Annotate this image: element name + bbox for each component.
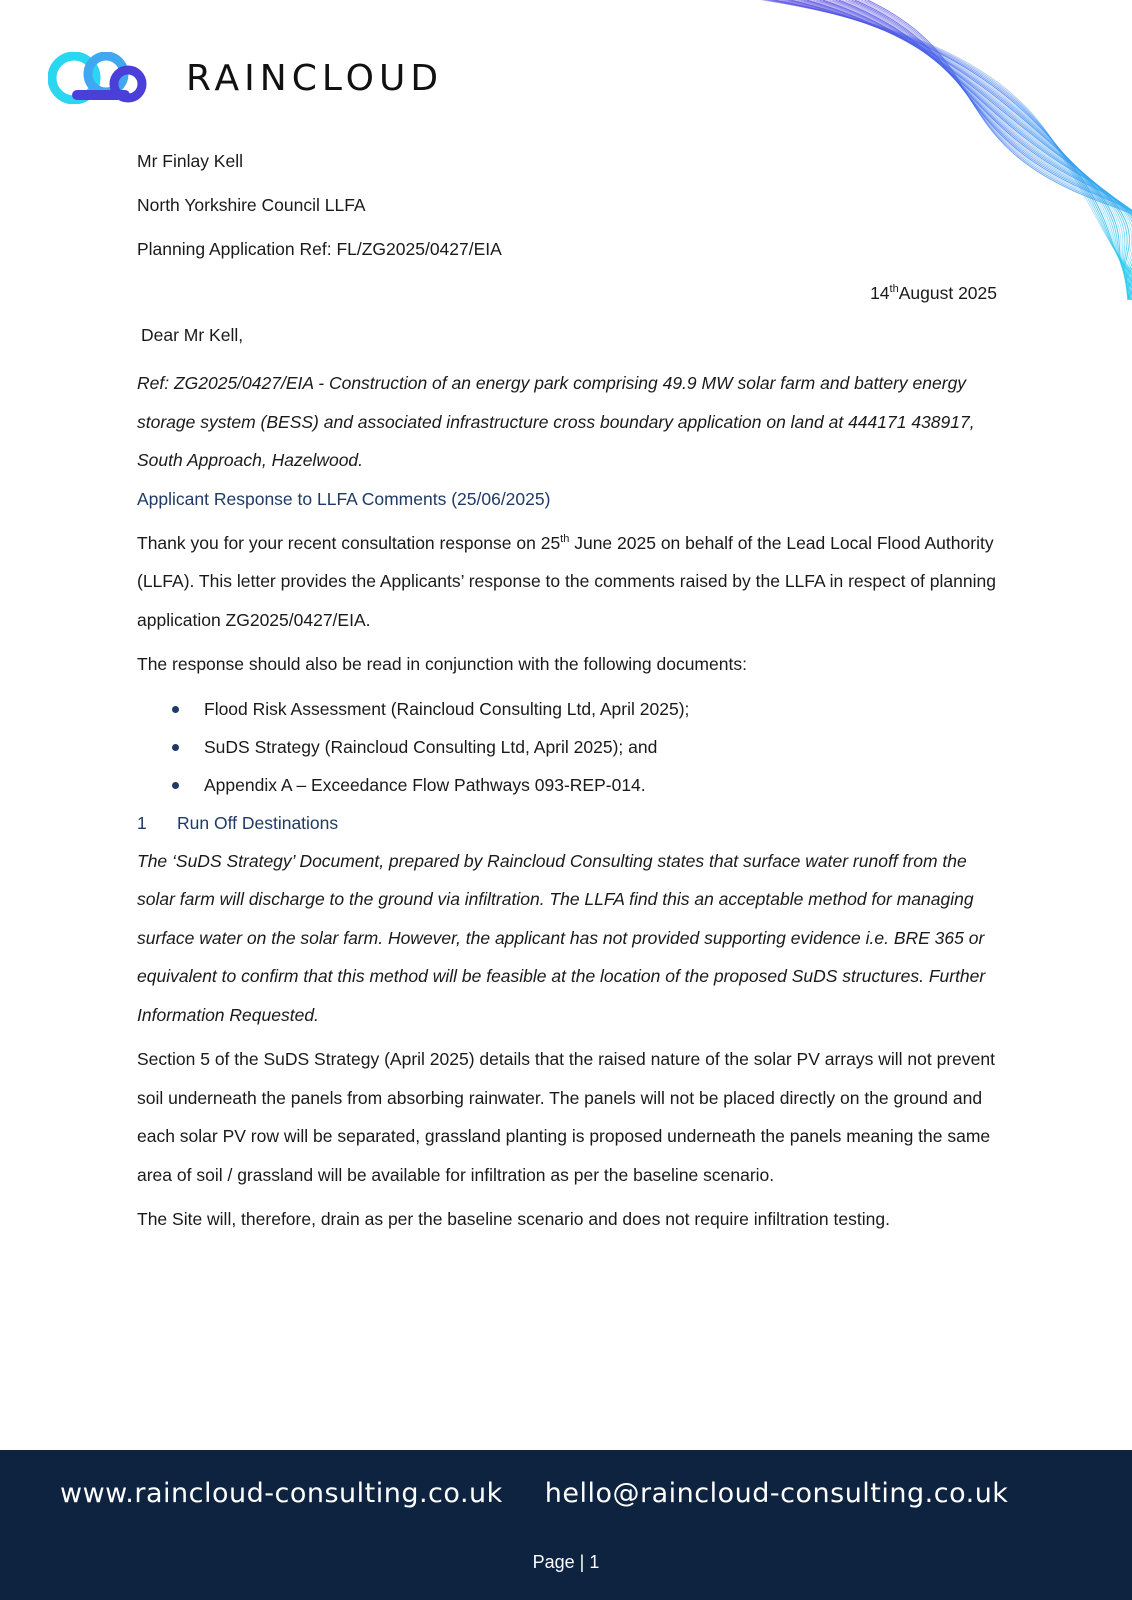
bullet-icon (172, 782, 179, 789)
recipient-name: Mr Finlay Kell (137, 151, 243, 171)
response-paragraph: Section 5 of the SuDS Strategy (April 2025) details that the raised nature of the solar PV arrays will not prevent soil underneath the panels from absorbing rainwater. The panels will not be placed directly on the ground and each solar PV row will be separated, grassland planting is proposed underneath the panels meaning the same area of soil / grassland will be available for infiltration as per the baseline scenario. (137, 1049, 995, 1185)
page-number: Page | 1 (532, 1552, 600, 1572)
llfa-comment-quote: The ‘SuDS Strategy’ Document, prepared by Raincloud Consulting states that surface water runoff from the solar farm will discharge to the ground via infiltration. The LLFA find this an acceptable method for managing surface water on the solar farm. However, the applicant has not provided supporting evidence i.e. BRE 365 or equivalent to confirm that this method will be feasible at the location of the proposed SuDS structures. Further Information Requested. (137, 850, 986, 1025)
list-item: SuDS Strategy (Raincloud Consulting Ltd, April 2025); and (137, 728, 997, 766)
section-title: Applicant Response to LLFA Comments (25/06/2025) (137, 488, 551, 509)
recipient-organisation: North Yorkshire Council LLFA (137, 195, 366, 215)
page-footer (0, 1450, 1132, 1600)
website-link[interactable]: www.raincloud-consulting.co.uk (60, 1478, 503, 1509)
email-link[interactable]: hello@raincloud-consulting.co.uk (544, 1478, 1009, 1509)
bullet-icon (172, 706, 179, 713)
application-reference: Ref: ZG2025/0427/EIA - Construction of an energy park comprising 49.9 MW solar farm and battery energy storage system (BESS) and associated infrastructure cross boundary application on land at 444171 438917, South Approach, Hazelwood. (137, 373, 975, 470)
response-conclusion: The Site will, therefore, drain as per the baseline scenario and does not require infiltration testing. (137, 1209, 890, 1229)
cloud-logo-icon (48, 52, 148, 104)
planning-reference: Planning Application Ref: FL/ZG2025/0427/EIA (137, 239, 502, 259)
company-logo (48, 52, 443, 104)
letter-date: 14thAugust 2025 (870, 283, 997, 303)
bullet-icon (172, 744, 179, 751)
list-item: Flood Risk Assessment (Raincloud Consulting Ltd, April 2025); (137, 690, 997, 728)
footer-contacts (60, 1478, 1008, 1509)
intro-paragraph: Thank you for your recent consultation response on 25th June 2025 on behalf of the Lead Local Flood Authority (LLFA). This letter provides the Applicants’ response to the comments raised by the LLFA in respect of planning application ZG2025/0427/EIA. (137, 532, 996, 630)
item-number: 1 (137, 812, 147, 833)
salutation: Dear Mr Kell, (141, 325, 244, 345)
item-heading (137, 808, 997, 838)
list-item: Appendix A – Exceedance Flow Pathways 093-REP-014. (137, 766, 997, 804)
item-title: Run Off Destinations (177, 812, 339, 833)
documents-intro: The response should also be read in conjunction with the following documents: (137, 654, 747, 674)
documents-list (137, 690, 997, 804)
letter-body (137, 150, 997, 1245)
brand-name: RAINCLOUD (186, 57, 444, 99)
